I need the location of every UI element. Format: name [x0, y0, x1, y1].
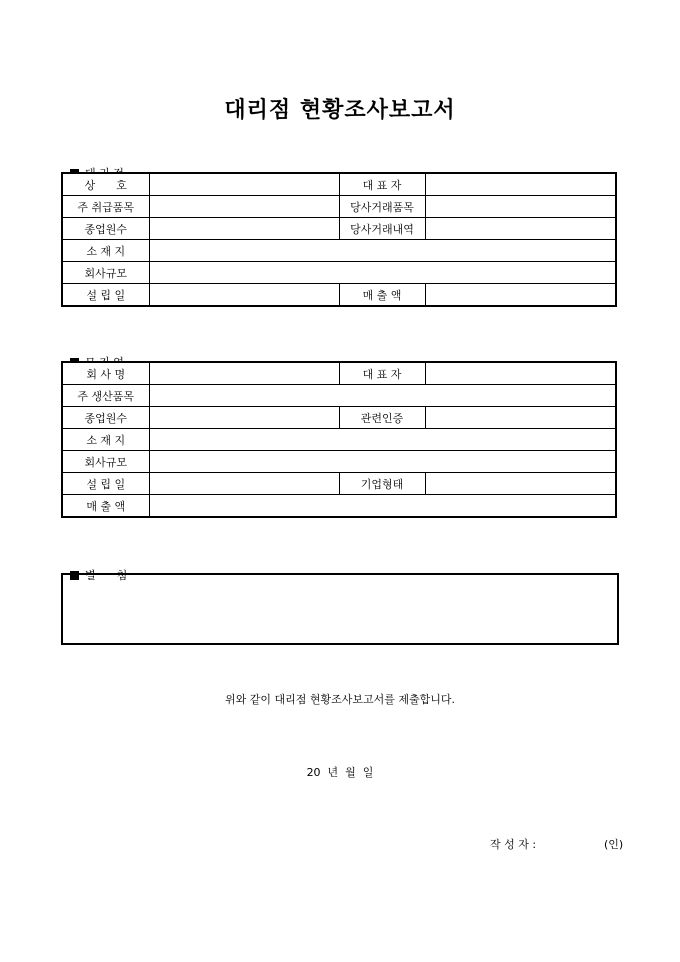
table-row	[62, 284, 616, 307]
table-row	[62, 262, 616, 284]
document-title: 대리점 현황조사보고서	[224, 98, 456, 123]
label-representative: 대 표 자	[339, 173, 425, 196]
label-main-items: 주 취급품목	[62, 196, 149, 218]
input-parent-location[interactable]	[149, 429, 616, 451]
input-representative[interactable]	[425, 173, 616, 196]
label-employees: 종업원수	[62, 218, 149, 240]
label-sales: 매 출 액	[339, 284, 425, 307]
seal-mark: (인)	[604, 838, 624, 851]
table-row	[62, 240, 616, 262]
label-parent-company-name: 회 사 명	[62, 362, 149, 385]
input-parent-employees[interactable]	[149, 407, 339, 429]
label-founded: 설 립 일	[62, 284, 149, 307]
input-certification[interactable]	[425, 407, 616, 429]
label-parent-company-size: 회사규모	[62, 451, 149, 473]
label-parent-founded: 설 립 일	[62, 473, 149, 495]
input-parent-company-name[interactable]	[149, 362, 339, 385]
input-main-products[interactable]	[149, 385, 616, 407]
label-parent-representative: 대 표 자	[339, 362, 425, 385]
input-company-size[interactable]	[149, 262, 616, 284]
label-parent-location: 소 재 지	[62, 429, 149, 451]
label-company-size: 회사규모	[62, 262, 149, 284]
input-main-items[interactable]	[149, 196, 339, 218]
label-company-type: 기업형태	[339, 473, 425, 495]
table-row	[62, 362, 616, 385]
label-location: 소 재 지	[62, 240, 149, 262]
input-trade-items[interactable]	[425, 196, 616, 218]
input-employees[interactable]	[149, 218, 339, 240]
table-row	[62, 173, 616, 196]
input-company-name[interactable]	[149, 173, 339, 196]
label-main-products: 주 생산품목	[62, 385, 149, 407]
date-line: 20 년 월 일	[306, 766, 374, 779]
input-parent-company-size[interactable]	[149, 451, 616, 473]
table-row	[62, 495, 616, 518]
table-row	[62, 407, 616, 429]
table-row	[62, 218, 616, 240]
agency-table	[61, 172, 617, 307]
table-row	[62, 385, 616, 407]
section-heading-label: 별 첨	[85, 569, 128, 582]
input-parent-representative[interactable]	[425, 362, 616, 385]
input-sales[interactable]	[425, 284, 616, 307]
submission-statement: 위와 같이 대리점 현황조사보고서를 제출합니다.	[224, 693, 455, 706]
attachment-box[interactable]	[61, 573, 619, 645]
input-company-type[interactable]	[425, 473, 616, 495]
table-row	[62, 429, 616, 451]
label-parent-sales: 매 출 액	[62, 495, 149, 518]
table-row	[62, 451, 616, 473]
table-row	[62, 196, 616, 218]
label-parent-employees: 종업원수	[62, 407, 149, 429]
input-location[interactable]	[149, 240, 616, 262]
table-row	[62, 473, 616, 495]
label-trade-items: 당사거래품목	[339, 196, 425, 218]
writer-label: 작 성 자 :	[490, 838, 537, 851]
input-trade-history[interactable]	[425, 218, 616, 240]
parent-company-table	[61, 361, 617, 518]
label-certification: 관련인증	[339, 407, 425, 429]
label-trade-history: 당사거래내역	[339, 218, 425, 240]
input-parent-founded[interactable]	[149, 473, 339, 495]
label-company-name: 상 호	[62, 173, 149, 196]
input-founded[interactable]	[149, 284, 339, 307]
input-parent-sales[interactable]	[149, 495, 616, 518]
